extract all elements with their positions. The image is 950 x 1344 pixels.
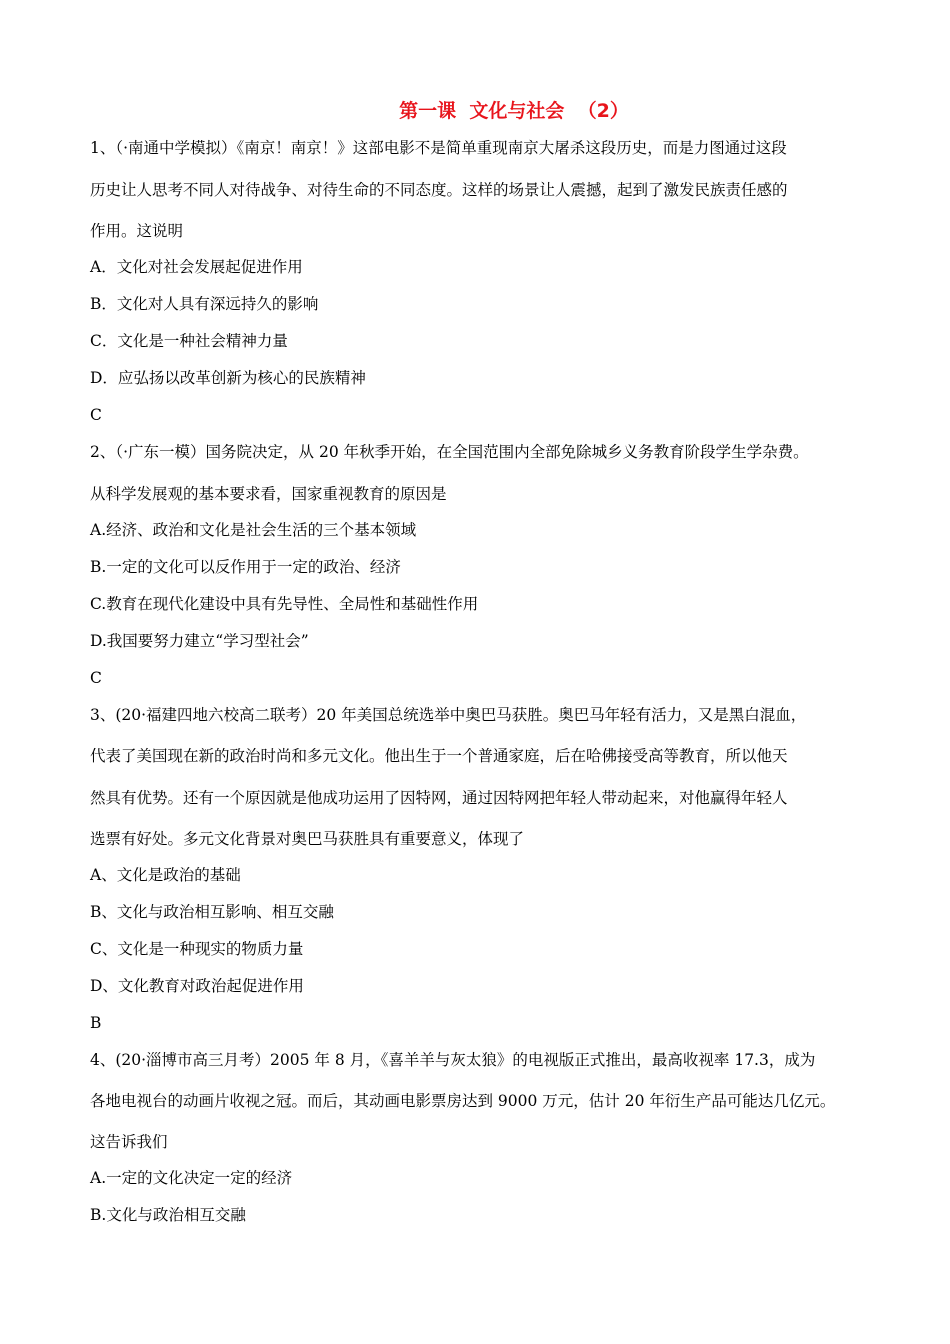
question-1-option-b: B．文化对人具有深远持久的影响 (90, 295, 319, 313)
question-2-answer: C (90, 669, 102, 687)
question-1-option-d: D．应弘扬以改革创新为核心的民族精神 (90, 369, 366, 387)
question-2-stem-line-2: 从科学发展观的基本要求看，国家重视教育的原因是 (90, 485, 447, 503)
question-2-option-b: B.一定的文化可以反作用于一定的政治、经济 (90, 558, 401, 576)
question-4-stem-line-1: 4、(20·淄博市高三月考）2005 年 8 月，《喜羊羊与灰太狼》的电视版正式推出，最高收视率 17.3，成为 (90, 1051, 816, 1069)
question-3-option-c: C、文化是一种现实的物质力量 (90, 940, 304, 958)
question-1-stem-line-1: 1、（·南通中学模拟）《南京！南京！》这部电影不是简单重现南京大屠杀这段历史，而是力图通过这段 (90, 139, 787, 157)
question-4-option-b: B.文化与政治相互交融 (90, 1206, 246, 1224)
question-4-stem-line-2: 各地电视台的动画片收视之冠。而后，其动画电影票房达到 9000 万元，估计 20 年衍生产品可能达几亿元。 (90, 1092, 836, 1110)
question-3-stem-line-1: 3、(20·福建四地六校高二联考）20 年美国总统选举中奥巴马获胜。奥巴马年轻有活力，又是黑白混血， (90, 706, 807, 724)
question-2-option-c: C.教育在现代化建设中具有先导性、全局性和基础性作用 (90, 595, 479, 613)
question-3-stem-line-3: 然具有优势。还有一个原因就是他成功运用了因特网，通过因特网把年轻人带动起来，对他赢得年轻人 (90, 789, 788, 807)
question-3-option-b: B、文化与政治相互影响、相互交融 (90, 903, 334, 921)
question-1-option-a: A．文化对社会发展起促进作用 (90, 258, 303, 276)
question-1-stem-line-3: 作用。这说明 (90, 222, 184, 240)
question-2-stem-line-1: 2、（·广东一模）国务院决定，从 20 年秋季开始，在全国范围内全部免除城乡义务教育阶段学生学杂费。 (90, 443, 809, 461)
question-2-option-a: A.经济、政治和文化是社会生活的三个基本领域 (90, 521, 417, 539)
question-3-stem-line-2: 代表了美国现在新的政治时尚和多元文化。他出生于一个普通家庭，后在哈佛接受高等教育，所以他天 (90, 747, 788, 765)
question-1-answer: C (90, 406, 102, 424)
question-3-option-d: D、文化教育对政治起促进作用 (90, 977, 304, 995)
question-1-option-c: C．文化是一种社会精神力量 (90, 332, 288, 350)
question-1-stem-line-2: 历史让人思考不同人对待战争、对待生命的不同态度。这样的场景让人震撼，起到了激发民族责任感的 (90, 181, 788, 199)
question-2-option-d: D.我国要努力建立“学习型社会” (90, 632, 309, 650)
question-3-answer: B (90, 1014, 102, 1032)
question-4-stem-line-3: 这告诉我们 (90, 1133, 168, 1151)
page-title: 第一课 文化与社会 （2） (399, 100, 629, 122)
question-4-option-a: A.一定的文化决定一定的经济 (90, 1169, 293, 1187)
question-3-option-a: A、文化是政治的基础 (90, 866, 241, 884)
question-3-stem-line-4: 选票有好处。多元文化背景对奥巴马获胜具有重要意义，体现了 (90, 830, 525, 848)
